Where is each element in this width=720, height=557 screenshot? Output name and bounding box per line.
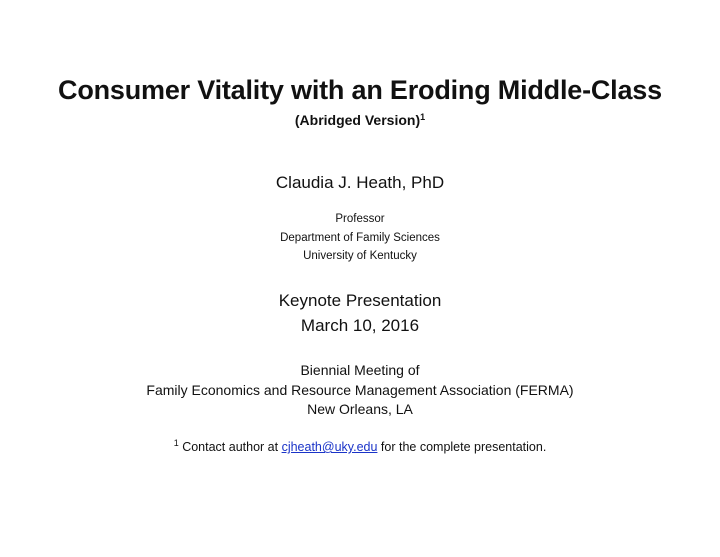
author-email-link[interactable]: cjheath@uky.edu	[281, 440, 378, 454]
subtitle-footnote-marker: 1	[420, 112, 426, 122]
presentation-title: Consumer Vitality with an Eroding Middle-Class	[58, 75, 662, 105]
meeting-location: New Orleans, LA	[307, 401, 413, 417]
presentation-type: Keynote Presentation	[278, 291, 442, 310]
presentation-subtitle	[0, 112, 720, 128]
author-name: Claudia J. Heath, PhD	[275, 173, 445, 192]
author-university: University of Kentucky	[303, 250, 417, 262]
meeting-heading: Biennial Meeting of	[300, 362, 420, 378]
subtitle-text: (Abridged Version)	[294, 112, 421, 128]
footnote-prefix: Contact author at	[182, 440, 279, 454]
footnote	[0, 440, 720, 454]
author-department: Department of Family Sciences	[280, 232, 440, 244]
author-position: Professor	[335, 213, 385, 225]
footnote-marker: 1	[173, 438, 179, 448]
footnote-suffix: for the complete presentation.	[380, 440, 547, 454]
meeting-organization: Family Economics and Resource Management Association (FERMA)	[146, 382, 574, 398]
presentation-date: March 10, 2016	[300, 316, 420, 335]
